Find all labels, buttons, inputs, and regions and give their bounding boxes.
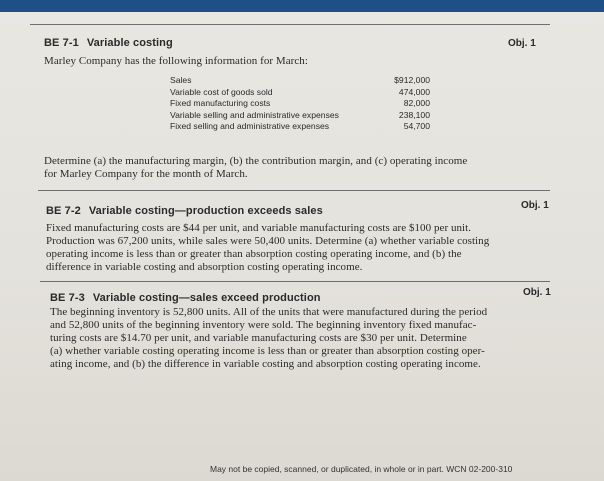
info-row <box>170 98 430 110</box>
info-label: Fixed selling and administrative expenses <box>170 121 330 132</box>
be71-question-line: Determine (a) the manufacturing margin, (b) the contribution margin, and (c) operating income <box>44 155 468 167</box>
be72-line: Fixed manufacturing costs are $44 per unit, and variable manufacturing costs are $100 per unit. <box>46 222 472 234</box>
be73-line: turing costs are $14.70 per unit, and variable manufacturing costs are $30 per unit. Determine <box>50 332 467 344</box>
info-label: Variable selling and administrative expenses <box>170 109 339 120</box>
be71-title: Variable costing <box>86 37 173 49</box>
be71-question-line: for Marley Company for the month of March. <box>44 168 248 180</box>
info-row <box>170 75 430 87</box>
be72-objective: Obj. 1 <box>521 200 549 211</box>
copyright-footer: May not be copied, scanned, or duplicated, in whole or in part. WCN 02-200-310 <box>210 464 513 474</box>
section-rule <box>40 281 550 282</box>
be72-line: Production was 67,200 units, while sales were 50,400 units. Determine (a) whether variable costing <box>46 235 490 247</box>
info-amount: 54,700 <box>403 121 430 132</box>
be73-line: (a) whether variable costing operating income is less than or greater than absorption costing oper- <box>50 345 485 357</box>
be73-line: and 52,800 units of the beginning inventory were sold. The beginning inventory fixed manufac- <box>50 319 477 331</box>
be71-intro: Marley Company has the following information for March: <box>44 55 308 67</box>
info-row <box>170 110 430 122</box>
info-row <box>170 121 430 133</box>
be71-objective: Obj. 1 <box>508 38 536 49</box>
info-amount: $912,000 <box>394 75 430 85</box>
info-label: Sales <box>170 75 192 85</box>
section-rule <box>38 190 550 191</box>
be71-heading <box>44 37 173 49</box>
top-color-bar <box>0 0 604 12</box>
be73-objective: Obj. 1 <box>523 287 551 298</box>
info-amount: 82,000 <box>403 98 430 109</box>
info-amount: 474,000 <box>398 86 430 97</box>
be73-title: Variable costing—sales exceed production <box>92 292 321 304</box>
be73-line: ating income, and (b) the difference in variable costing and absorption costing operating income. <box>50 358 481 370</box>
be71-number: BE 7-1 <box>44 37 79 49</box>
be72-line: operating income is less than or greater than absorption costing operating income, and (b) the <box>46 248 462 260</box>
be73-number: BE 7-3 <box>50 292 85 304</box>
be72-heading <box>46 205 323 217</box>
be72-title: Variable costing—production exceeds sales <box>88 205 323 217</box>
info-amount: 238,100 <box>398 109 430 120</box>
be73-line: The beginning inventory is 52,800 units. All of the units that were manufactured during the period <box>50 306 488 318</box>
info-row <box>170 87 430 99</box>
be72-number: BE 7-2 <box>46 205 81 217</box>
be73-heading <box>50 292 321 304</box>
info-label: Variable cost of goods sold <box>170 86 273 97</box>
be71-info-table <box>170 75 430 133</box>
info-label: Fixed manufacturing costs <box>170 98 271 109</box>
be72-line: difference in variable costing and absorption costing operating income. <box>46 261 363 273</box>
section-rule <box>30 24 550 25</box>
